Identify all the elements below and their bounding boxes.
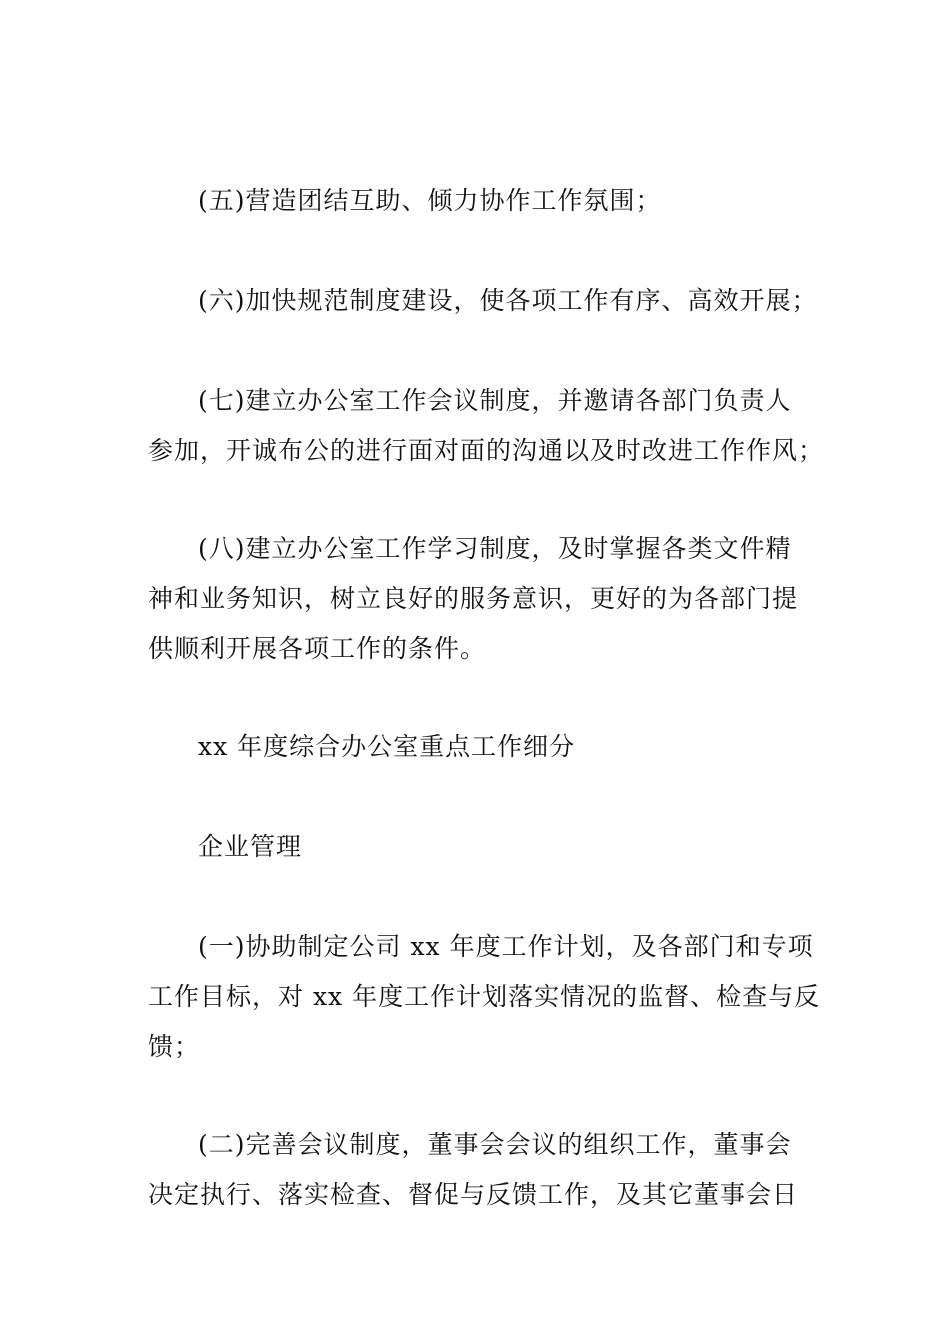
paragraph-line: 决定执行、落实检查、督促与反馈工作，及其它董事会日 bbox=[148, 1180, 799, 1209]
paragraph-5 bbox=[148, 176, 808, 226]
paragraph-line: (八)建立办公室工作学习制度，及时掌握各类文件精 bbox=[198, 534, 792, 563]
paragraph-7 bbox=[148, 376, 825, 476]
paragraph-line: (二)完善会议制度，董事会会议的组织工作，董事会 bbox=[198, 1130, 792, 1159]
heading-line: xx 年度综合办公室重点工作细分 bbox=[198, 732, 576, 761]
paragraph-line: (一)协助制定公司 xx 年度工作计划，及各部门和专项 bbox=[198, 932, 814, 961]
paragraph-line: 馈； bbox=[148, 1032, 201, 1061]
paragraph-1 bbox=[148, 922, 821, 1072]
paragraph-line: 供顺利开展各项工作的条件。 bbox=[148, 634, 487, 663]
paragraph-6 bbox=[148, 276, 818, 326]
paragraph-line: 参加，开诚布公的进行面对面的沟通以及时改进工作作风； bbox=[148, 436, 825, 465]
paragraph-line: 工作目标，对 xx 年度工作计划落实情况的监督、检查与反 bbox=[148, 982, 821, 1011]
paragraph-line: 神和业务知识，树立良好的服务意识，更好的为各部门提 bbox=[148, 584, 799, 613]
paragraph-8 bbox=[148, 524, 808, 674]
paragraph-line: (六)加快规范制度建设，使各项工作有序、高效开展； bbox=[198, 286, 818, 315]
heading-line: 企业管理 bbox=[198, 832, 303, 861]
paragraph-line: (七)建立办公室工作会议制度，并邀请各部门负责人 bbox=[198, 386, 792, 415]
section-heading bbox=[148, 722, 808, 772]
subsection-heading bbox=[148, 822, 808, 872]
paragraph-line: (五)营造团结互助、倾力协作工作氛围； bbox=[198, 186, 662, 215]
paragraph-2 bbox=[148, 1120, 808, 1220]
